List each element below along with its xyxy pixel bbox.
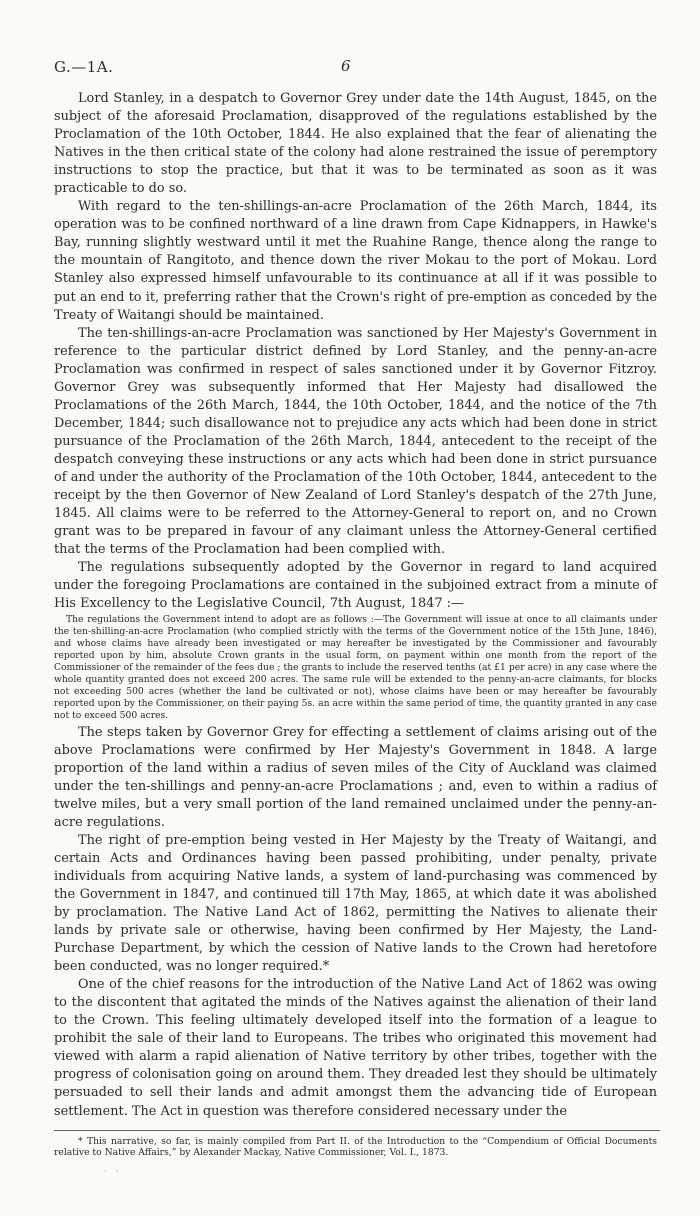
page-number: 6: [341, 57, 351, 75]
scan-speck-mark: · ·: [104, 1167, 122, 1177]
document-reference: G.—1A.: [54, 58, 114, 76]
page-body: [54, 90, 657, 1121]
footnote-divider: [54, 1130, 660, 1131]
paragraph: The ten-shillings-an-acre Proclamation was sanctioned by Her Majesty's Government in reference to the particular district defined by Lord Stanley, and the penny-an-acre Proclamation was confirmed in respect of sales sanctioned under it by Governor Fitzroy. Governor Grey was subsequently informed that Her Majesty had disallowed the Proclamations of the 26th March, 1844, the 10th October, 1844, and the notice of the 7th December, 1844; such disallowance not to prejudice any acts which had been done in strict pursuance of the Proclamation of the 26th March, 1844, antecedent to the receipt of the despatch conveying these instructions or any acts which had been done in strict pursuance of and under the authority of the Proclamation of the 10th October, 1844, antecedent to the receipt by the then Governor of New Zealand of Lord Stanley's despatch of the 27th June, 1845. All claims were to be referred to the Attorney-General to report on, and no Crown grant was to be prepared in favour of any claimant unless the Attorney-General certified that the terms of the Proclamation had been complied with.: [54, 325, 657, 558]
page-header: [54, 58, 657, 80]
paragraph: The steps taken by Governor Grey for effecting a settlement of claims arising out of the above Proclamations were confirmed by Her Majesty's Government in 1848. A large proportion of the land within a radius of seven miles of the City of Auckland was claimed under the ten-shillings and penny-an-acre Proclamations ; and, even to within a radius of twelve miles, but a very small portion of the land remained unclaimed under the penny-an-acre regulations.: [54, 724, 657, 830]
quoted-extract: The regulations the Government intend to adopt are as follows :—The Government will issue at once to all claimants under the ten-shilling-an-acre Proclamation (who complied strictly with the terms of the Government notice of the 15th June, 1846), and whose claims have already been investigated or may hereafter be investigated by the Commissioner and favourably reported upon by him, absolute Crown grants in the usual form, on payment within one month from the report of the Commissioner of the remainder of the fees due ; the grants to include the reserved tenths (at £1 per acre) in any case where the whole quantity granted does not exceed 200 acres. The same rule will be extended to the penny-an-acre claimants, for blocks not exceeding 500 acres (whether the land be cultivated or not), whose claims have been or may hereafter be favourably reported upon by the Commissioner, on their paying 5s. an acre within the same period of time, the quantity granted in any case not to exceed 500 acres.: [54, 614, 657, 721]
footnote: * This narrative, so far, is mainly compiled from Part II. of the Introduction to the “Compendium of Official Documents relative to Native Affairs,” by Alexander Mackay, Native Commissioner, Vol. I., 1873.: [54, 1135, 657, 1159]
paragraph: The regulations subsequently adopted by the Governor in regard to land acquired under the foregoing Proclamations are contained in the subjoined extract from a minute of His Excellency to the Legislative Council, 7th August, 1847 :—: [54, 560, 657, 612]
paragraph: The right of pre-emption being vested in Her Majesty by the Treaty of Waitangi, and certain Acts and Ordinances having been passed prohibiting, under penalty, private individuals from acquiring Native lands, a system of land-purchasing was commenced by the Government in 1847, and continued till 17th May, 1865, at which date it was abolished by proclamation. The Native Land Act of 1862, permitting the Natives to alienate their lands by private sale or otherwise, having been confirmed by Her Majesty, the Land-Purchase Department, by which the cession of Native lands to the Crown had heretofore been conducted, was no longer required.*: [54, 832, 657, 975]
paragraph: With regard to the ten-shillings-an-acre Proclamation of the 26th March, 1844, its operation was to be confined northward of a line drawn from Cape Kidnappers, in Hawke's Bay, running slightly westward until it met the Ruahine Range, thence along the range to the mountain of Rangitoto, and thence down the river Mokau to the port of Mokau. Lord Stanley also expressed himself unfavourable to its continuance at all if it was possible to put an end to it, preferring rather that the Crown's right of pre-emption as conceded by the Treaty of Waitangi should be maintained.: [54, 199, 657, 323]
paragraph: Lord Stanley, in a despatch to Governor Grey under date the 14th August, 1845, on the subject of the aforesaid Proclamation, disapproved of the regulations established by the Proclamation of the 10th October, 1844. He also explained that the fear of alienating the Natives in the then critical state of the colony had alone restrained the issue of peremptory instructions to stop the practice, but that it was to be terminated as soon as it was practicable to do so.: [54, 91, 657, 197]
paragraph: One of the chief reasons for the introduction of the Native Land Act of 1862 was owing to the discontent that agitated the minds of the Natives against the alienation of their land to the Crown. This feeling ultimately developed itself into the formation of a league to prohibit the sale of their land to Europeans. The tribes who originated this movement had viewed with alarm a rapid alienation of Native territory by other tribes, together with the progress of colonisation going on around them. They dreaded lest they should be ultimately persuaded to sell their lands and admit amongst them the advancing tide of European settlement. The Act in question was therefore considered necessary under the: [54, 977, 657, 1119]
